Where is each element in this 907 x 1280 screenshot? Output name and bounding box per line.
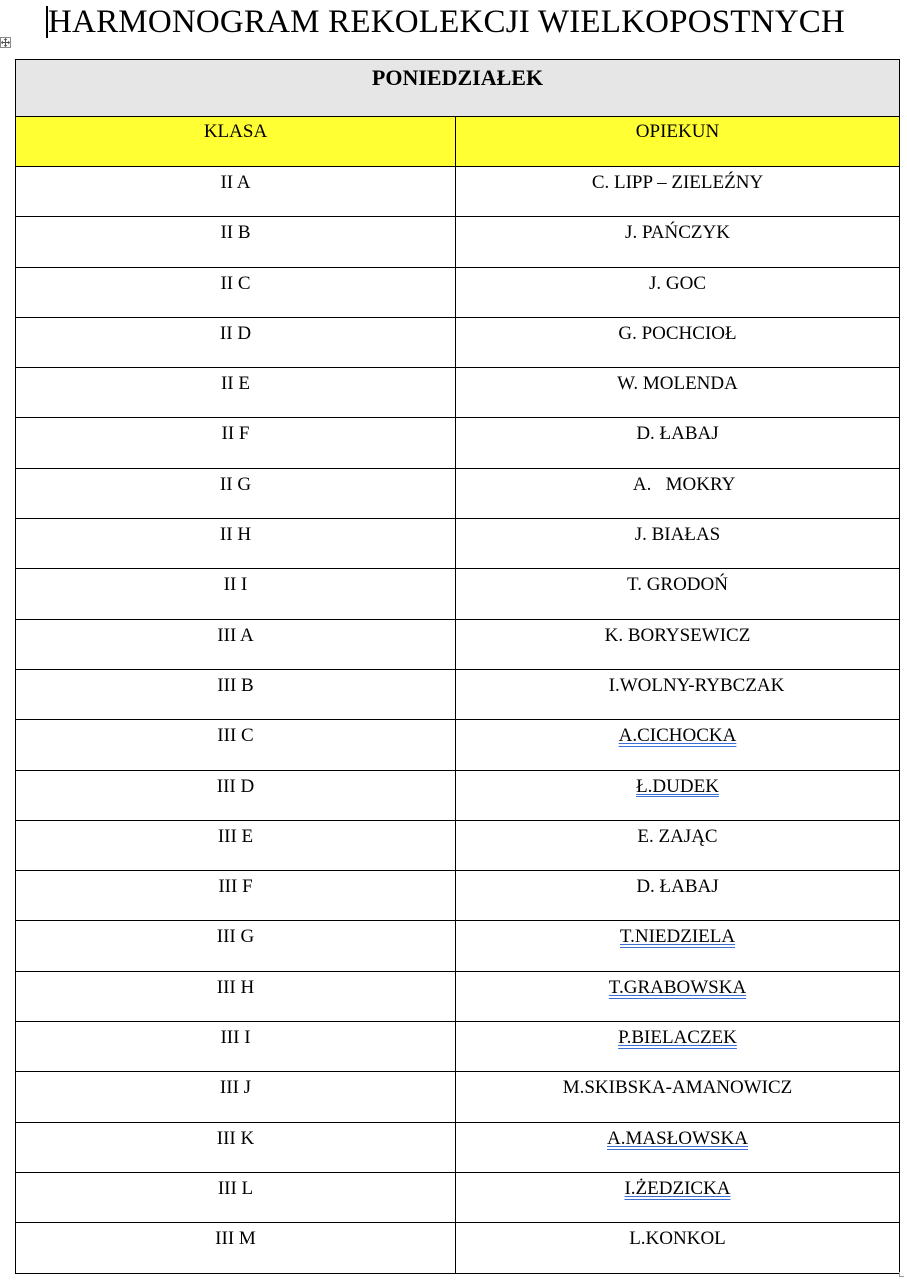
guardian-name: J. GOC — [648, 272, 706, 294]
guardian-cell[interactable] — [456, 519, 900, 569]
table-row — [16, 770, 900, 820]
guardian-cell[interactable] — [456, 217, 900, 267]
class-cell[interactable]: III D — [16, 770, 456, 820]
class-cell[interactable]: II B — [16, 217, 456, 267]
table-row — [16, 1172, 900, 1222]
document-title[interactable]: HARMONOGRAM REKOLEKCJI WIELKOPOSTNYCH — [48, 4, 845, 40]
class-cell[interactable]: III K — [16, 1122, 456, 1172]
class-cell[interactable]: III H — [16, 971, 456, 1021]
class-cell[interactable]: II D — [16, 317, 456, 367]
day-cell[interactable]: PONIEDZIAŁEK — [16, 60, 900, 117]
class-cell[interactable]: III I — [16, 1022, 456, 1072]
guardian-cell[interactable] — [456, 317, 900, 367]
table-row — [16, 1122, 900, 1172]
guardian-cell[interactable] — [456, 468, 900, 518]
header-row — [16, 117, 900, 167]
class-cell[interactable]: II F — [16, 418, 456, 468]
guardian-name: D. ŁABAJ — [636, 423, 719, 445]
guardian-name: D. ŁABAJ — [636, 876, 719, 898]
class-cell[interactable]: III G — [16, 921, 456, 971]
page-corner-mark — [899, 1272, 904, 1277]
guardian-name: A.MASŁOWSKA — [607, 1127, 748, 1149]
guardian-cell[interactable] — [456, 669, 900, 719]
guardian-cell[interactable] — [456, 1223, 900, 1273]
guardian-cell[interactable] — [456, 418, 900, 468]
table-move-handle-icon[interactable] — [0, 37, 11, 48]
class-cell[interactable]: II E — [16, 368, 456, 418]
class-cell[interactable]: III M — [16, 1223, 456, 1273]
guardian-name: M.SKIBSKA-AMANOWICZ — [562, 1077, 793, 1099]
guardian-cell[interactable] — [456, 770, 900, 820]
guardian-cell[interactable] — [456, 871, 900, 921]
guardian-name: P.BIELACZEK — [618, 1027, 737, 1049]
guardian-cell[interactable] — [456, 1072, 900, 1122]
guardian-name: L.KONKOL — [629, 1228, 726, 1250]
guardian-name: Ł.DUDEK — [636, 775, 719, 797]
guardian-cell[interactable] — [456, 167, 900, 217]
class-cell[interactable]: II I — [16, 569, 456, 619]
guardian-name: W. MOLENDA — [617, 373, 738, 395]
guardian-cell[interactable] — [456, 1022, 900, 1072]
guardian-name: K. BORYSEWICZ — [604, 624, 751, 646]
table-row — [16, 317, 900, 367]
class-cell[interactable]: III C — [16, 720, 456, 770]
table-row — [16, 669, 900, 719]
guardian-cell[interactable] — [456, 820, 900, 870]
table-row — [16, 1022, 900, 1072]
table-row — [16, 820, 900, 870]
guardian-cell[interactable] — [456, 1122, 900, 1172]
table-row — [16, 871, 900, 921]
table-row — [16, 468, 900, 518]
table-row — [16, 619, 900, 669]
guardian-cell[interactable] — [456, 921, 900, 971]
guardian-column-header[interactable]: OPIEKUN — [456, 117, 900, 167]
table-row — [16, 217, 900, 267]
guardian-name: T. GRODOŃ — [627, 574, 728, 596]
guardian-name: I.ŻEDZICKA — [624, 1177, 731, 1199]
guardian-cell[interactable] — [456, 720, 900, 770]
class-cell[interactable]: II G — [16, 468, 456, 518]
guardian-name: A.CICHOCKA — [618, 725, 737, 747]
class-cell[interactable]: III B — [16, 669, 456, 719]
guardian-name: J. PAŃCZYK — [625, 222, 730, 244]
schedule-table — [15, 59, 900, 1274]
guardian-cell[interactable] — [456, 1172, 900, 1222]
guardian-cell[interactable] — [456, 267, 900, 317]
table-row — [16, 921, 900, 971]
day-row — [16, 60, 900, 117]
table-row — [16, 267, 900, 317]
table-row — [16, 569, 900, 619]
class-cell[interactable]: III E — [16, 820, 456, 870]
guardian-name: C. LIPP – ZIELEŹNY — [591, 172, 764, 193]
class-cell[interactable]: II C — [16, 267, 456, 317]
guardian-name: T.GRABOWSKA — [608, 976, 747, 998]
guardian-cell[interactable] — [456, 971, 900, 1021]
guardian-cell[interactable] — [456, 619, 900, 669]
guardian-cell[interactable] — [456, 569, 900, 619]
guardian-name: A. MOKRY — [619, 473, 736, 495]
table-row — [16, 167, 900, 217]
guardian-name: G. POCHCIOŁ — [618, 322, 737, 344]
class-cell[interactable]: III F — [16, 871, 456, 921]
class-cell[interactable]: III J — [16, 1072, 456, 1122]
guardian-name: T.NIEDZIELA — [619, 926, 736, 948]
table-row — [16, 519, 900, 569]
table-row — [16, 1223, 900, 1273]
class-cell[interactable]: II H — [16, 519, 456, 569]
table-row — [16, 418, 900, 468]
table-row — [16, 368, 900, 418]
class-cell[interactable]: II A — [16, 167, 456, 217]
guardian-name: J. BIAŁAS — [634, 524, 721, 546]
guardian-name: I.WOLNY-RYBCZAK — [570, 674, 785, 696]
class-column-header[interactable]: KLASA — [16, 117, 456, 167]
guardian-name: E. ZAJĄC — [637, 825, 718, 847]
class-cell[interactable]: III A — [16, 619, 456, 669]
table-row — [16, 971, 900, 1021]
table-row — [16, 1072, 900, 1122]
table-row — [16, 720, 900, 770]
class-cell[interactable]: III L — [16, 1172, 456, 1222]
guardian-cell[interactable] — [456, 368, 900, 418]
